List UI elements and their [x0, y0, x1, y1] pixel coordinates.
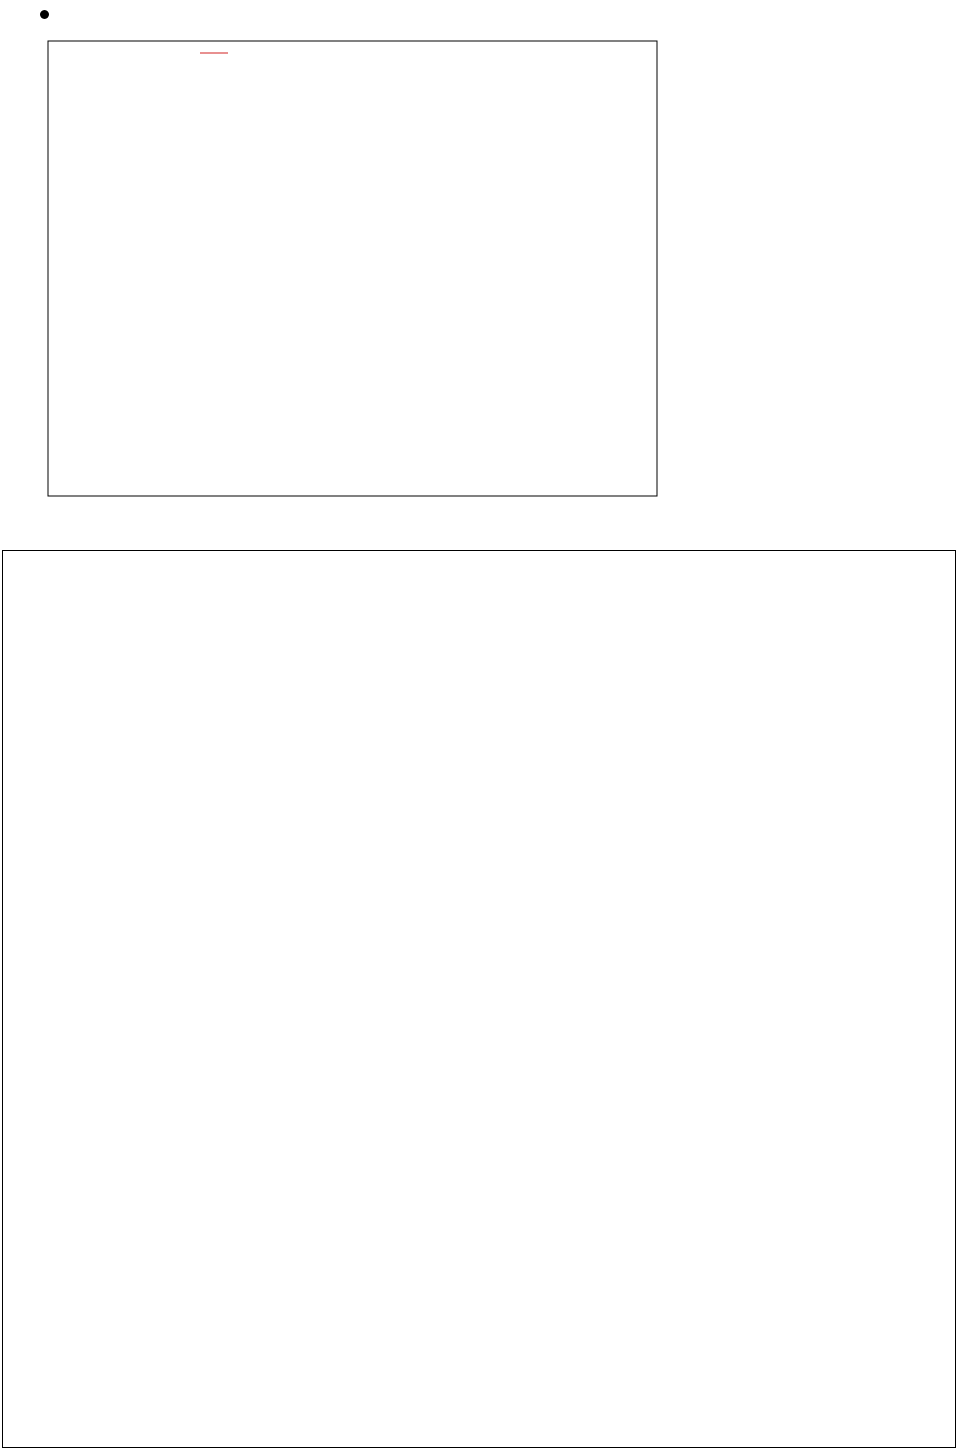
plot-frame — [48, 41, 657, 496]
slide-heading — [40, 0, 79, 28]
chow-test-chart — [0, 28, 700, 528]
bullet-icon — [40, 10, 49, 19]
regression-output — [2, 550, 956, 1448]
